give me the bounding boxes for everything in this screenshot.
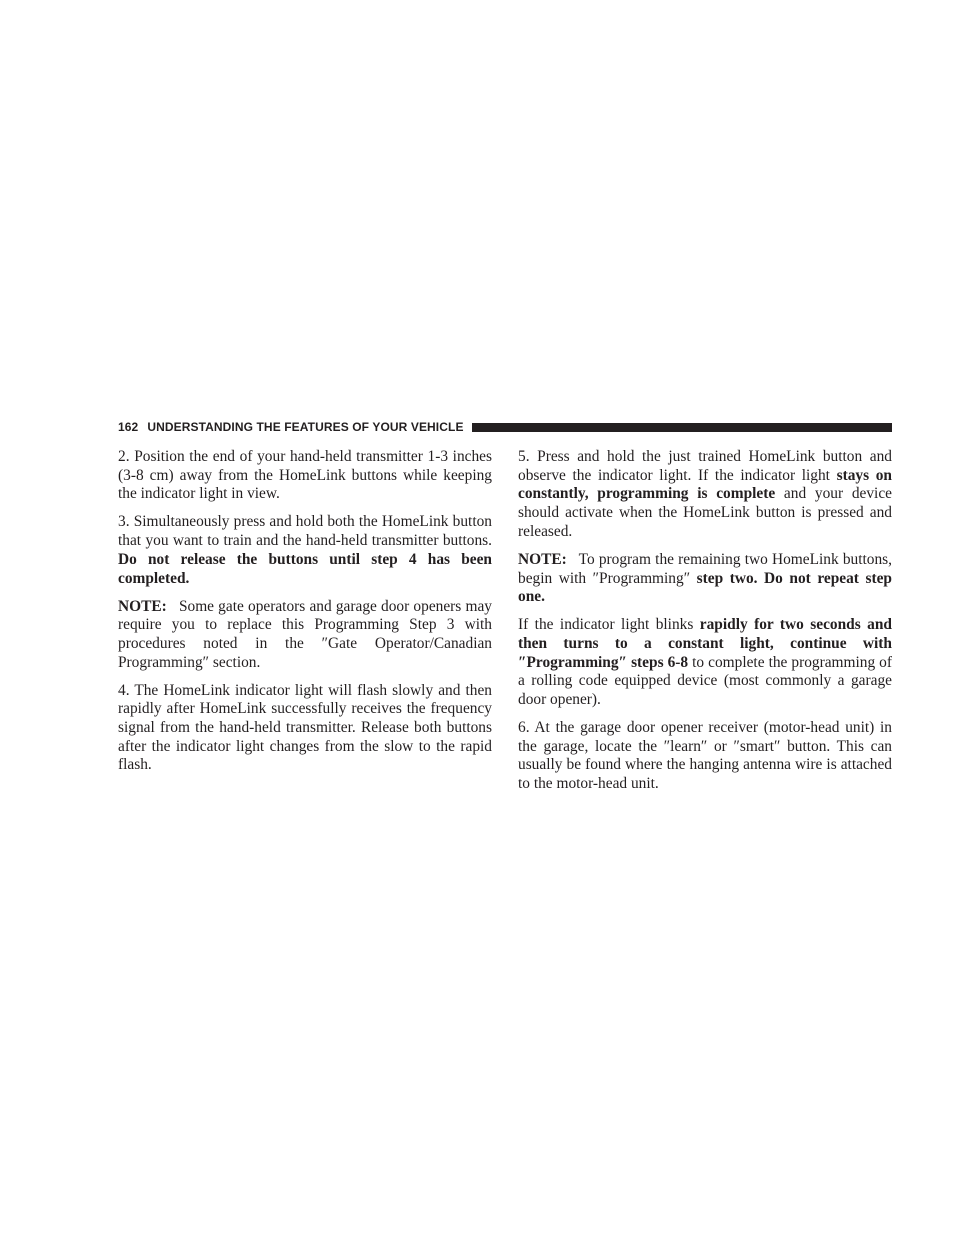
right-column [518, 448, 892, 803]
note-2-emphasis: step two. Do not repeat step one. [518, 569, 892, 606]
step-3-warning: Do not release the buttons until step 4 has been completed. [118, 550, 492, 587]
step-5-text-b: and your device should activate when the HomeLink button is pressed and released. [518, 485, 892, 540]
step-2-text: 2. Position the end of your hand-held transmitter 1-3 inches (3-8 cm) away from the HomeLink buttons while keeping the indicator light in view. [118, 448, 492, 503]
page-header [118, 419, 892, 435]
step-5-text-a: 5. Press and hold the just trained HomeLink button and observe the indicator light. If the indicator light [518, 448, 892, 484]
step-6-text: 6. At the garage door opener receiver (motor-head unit) in the garage, locate the ″learn″ or ″smart″ button. This can usually be found where the hanging antenna wire is attached to the motor-head unit. [518, 719, 892, 793]
step-3-text: 3. Simultaneously press and hold both the HomeLink button that you want to train and the hand-held transmitter buttons. [118, 513, 492, 550]
note-1-label: NOTE: [118, 597, 167, 615]
blink-text-b: to complete the programming of a rolling code equipped device (most commonly a garage door opener). [518, 653, 893, 709]
left-column [118, 448, 492, 784]
page-number: 162 [118, 420, 139, 434]
step-4-text: 4. The HomeLink indicator light will flash slowly and then rapidly after HomeLink successfully receives the frequency signal from the hand-held transmitter. Release both buttons after the indicator light changes from the slow to the rapid flash. [118, 681, 492, 774]
blink-paragraph [518, 616, 892, 710]
step-5-paragraph [518, 448, 892, 542]
section-title: UNDERSTANDING THE FEATURES OF YOUR VEHICLE [147, 420, 464, 434]
note-2-paragraph [518, 551, 892, 607]
step-3-paragraph [118, 513, 492, 588]
blink-text-a: If the indicator light blinks [518, 616, 694, 634]
step-2-paragraph [118, 448, 492, 504]
note-2-text: To program the remaining two HomeLink buttons, begin with ″Programming″ [518, 550, 892, 587]
note-2-label: NOTE: [518, 550, 567, 568]
note-1-paragraph [118, 598, 492, 673]
step-4-paragraph [118, 682, 492, 776]
note-1-text: Some gate operators and garage door openers may require you to replace this Programming Step 3 with procedures noted in the ″Gate Operator/Canadian Programming″ section. [118, 597, 492, 671]
step-5-emphasis: stays on constantly, programming is complete [518, 466, 892, 503]
header-rule [472, 423, 892, 432]
step-6-paragraph [518, 719, 892, 794]
blink-emphasis: rapidly for two seconds and then turns to a constant light, continue with ″Programming″ steps 6-8 [518, 616, 892, 671]
